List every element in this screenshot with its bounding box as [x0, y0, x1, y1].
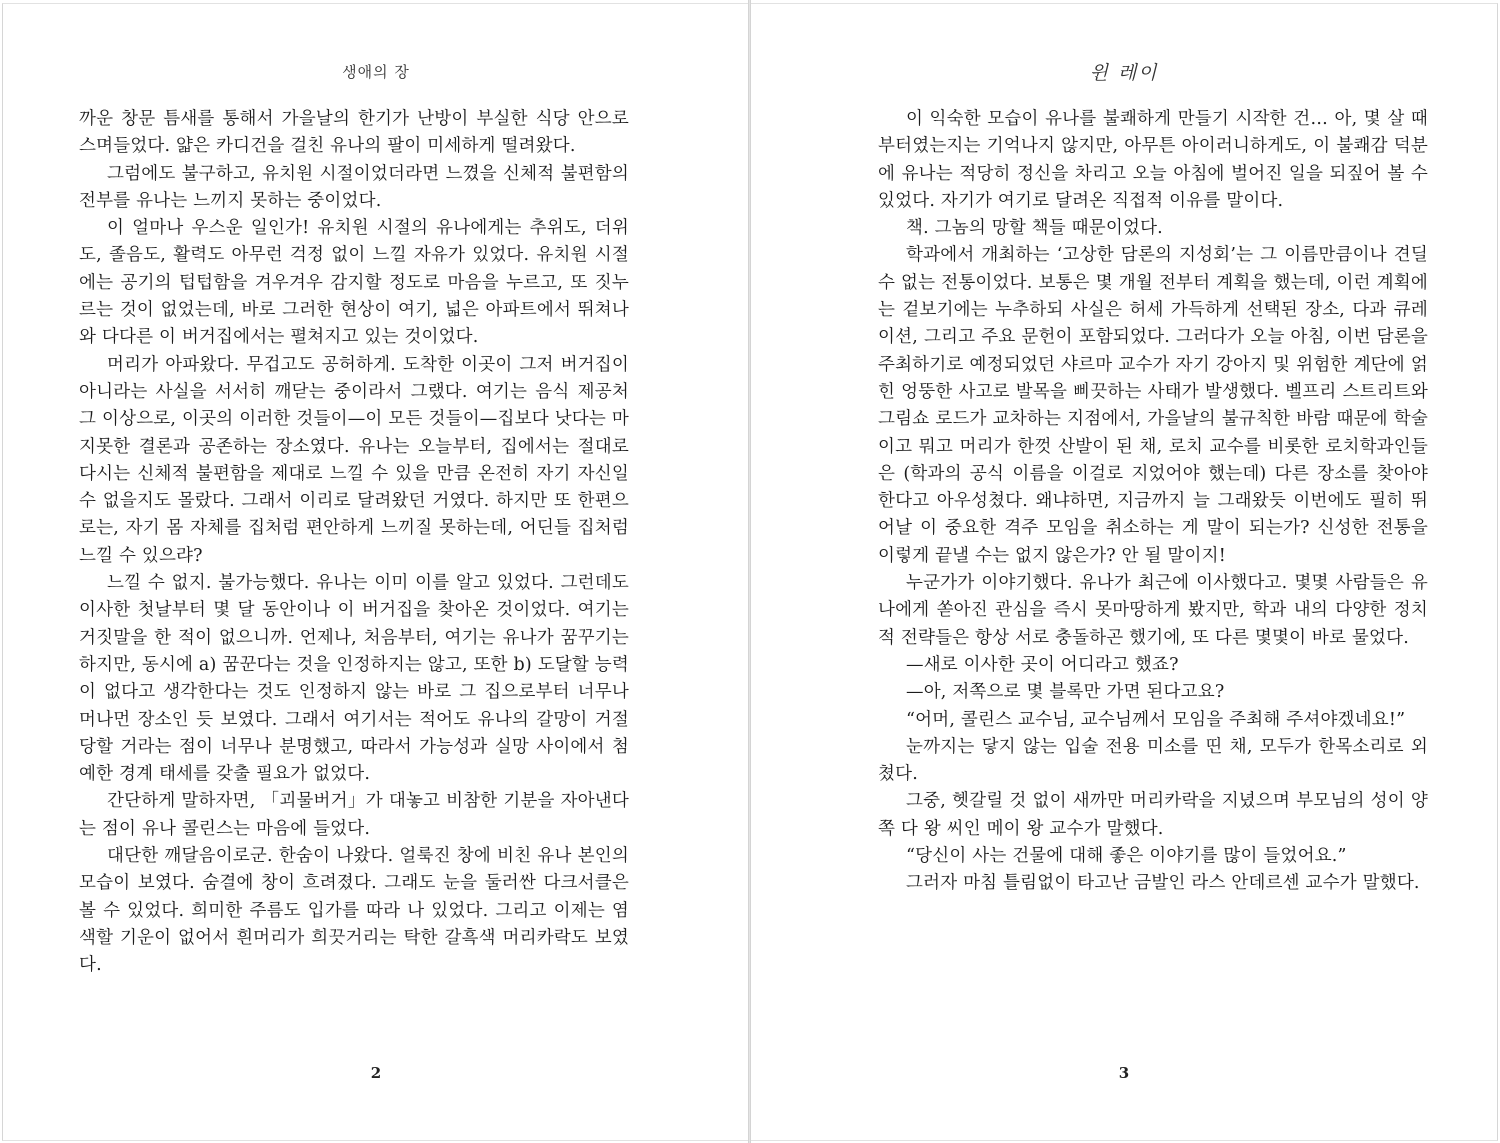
running-head-left: 생애의 장: [342, 63, 410, 81]
paragraph: 까운 창문 틈새를 통해서 가을날의 한기가 난방이 부실한 식당 안으로 스며들었다. 얇은 카디건을 걸친 유나의 팔이 미세하게 떨려왔다.: [79, 109, 629, 157]
left-page-body: [79, 106, 629, 980]
paragraph: 눈까지는 닿지 않는 입술 전용 미소를 띤 채, 모두가 한목소리로 외쳤다.: [878, 736, 1428, 785]
paragraph: 책. 그놈의 망할 책들 때문이었다.: [906, 218, 1163, 239]
paragraph: 머리가 아파왔다. 무겁고도 공허하게. 도착한 이곳이 그저 버거집이 아니라는 사실을 서서히 깨닫는 중이라서 그랬다. 여기는 음식 제공처 그 이상으로, 이곳의 이러한 것들이—이 모든 것들이—집보다 낫다는 마지못한 결론과 공존하는 장소였다. 유나는 오늘부터, 집에서는 절대로 다시는 신체적 불편함을 제대로 느낄 수 있을 만큼 온전히 자기 자신일 수 없을지도 몰랐다. 그래서 이리로 달려왔던 거였다. 하지만 또 한편으로는, 자기 몸 자체를 집처럼 편안하게 느끼질 못하는데, 어딘들 집처럼 느낄 수 있으랴?: [79, 354, 629, 566]
paragraph: 그러자 마침 틀림없이 타고난 금발인 라스 안데르센 교수가 말했다.: [906, 873, 1420, 894]
paragraph: 그럼에도 불구하고, 유치원 시절이었더라면 느꼈을 신체적 불편함의 전부를 유나는 느끼지 못하는 중이었다.: [79, 163, 629, 211]
paragraph: 이 얼마나 우스운 일인가! 유치원 시절의 유나에게는 추위도, 더위도, 졸음도, 활력도 아무런 걱정 없이 느낄 자유가 있었다. 유치원 시절에는 공기의 텁텁함을 겨우겨우 감지할 정도로 마음을 누르고, 또 짓누르는 것이 없었는데, 바로 그러한 현상이 여기, 넓은 아파트에서 뛰쳐나와 다다른 이 버거집에서는 펼쳐지고 있는 것이었다.: [79, 218, 629, 348]
paragraph: 그중, 헷갈릴 것 없이 새까만 머리카락을 지녔으며 부모님의 성이 양쪽 다 왕 씨인 메이 왕 교수가 말했다.: [878, 791, 1428, 839]
paragraph: —새로 이사한 곳이 어디라고 했죠?: [906, 654, 1179, 675]
paragraph: 느낄 수 없지. 불가능했다. 유나는 이미 이를 알고 있었다. 그런데도 이사한 첫날부터 몇 달 동안이나 이 버거집을 찾아온 것이었다. 여기는 거짓말을 한 적이 없으니까. 언제나, 처음부터, 여기는 유나가 꿈꾸기는 하지만, 동시에 a) 꿈꾼다는 것을 인정하지는 않고, 또한 b) 도달할 능력이 없다고 생각한다는 것도 인정하지 않는 바로 그 집으로부터 너무나 머나먼 장소인 듯 보였다. 그래서 여기서는 적어도 유나의 갈망이 거절당할 거라는 점이 너무나 분명했고, 따라서 가능성과 실망 사이에서 첨예한 경계 태세를 갖출 필요가 없었다.: [79, 573, 629, 785]
page-number-right: 3: [1118, 1064, 1130, 1082]
paragraph: —아, 저쪽으로 몇 블록만 가면 된다고요?: [906, 682, 1225, 703]
paragraph: 이 익숙한 모습이 유나를 불쾌하게 만들기 시작한 건… 아, 몇 살 때부터였는지는 기억나지 않지만, 아무튼 아이러니하게도, 이 불쾌감 덕분에 유나는 적당히 정신을 차리고 오늘 아침에 벌어진 일을 되짚어 볼 수 있었다. 자기가 여기로 달려온 직접적 이유를 말이다.: [878, 109, 1428, 211]
paragraph: 누군가가 이야기했다. 유나가 최근에 이사했다고. 몇몇 사람들은 유나에게 쏟아진 관심을 즉시 못마땅하게 봤지만, 학과 내의 다양한 정치적 전략들은 항상 서로 충돌하곤 했기에, 또 다른 몇몇이 바로 물었다.: [878, 573, 1428, 648]
page-number-left: 2: [370, 1064, 382, 1082]
paragraph: 대단한 깨달음이로군. 한숨이 나왔다. 얼룩진 창에 비친 유나 본인의 모습이 보였다. 숨결에 창이 흐려졌다. 그래도 눈을 둘러싼 다크서클은 볼 수 있었다. 희미한 주름도 입가를 따라 나 있었다. 그리고 이제는 염색할 기운이 없어서 흰머리가 희끗거리는 탁한 갈흑색 머리카락도 보였다.: [79, 846, 629, 976]
paragraph: 학과에서 개최하는 ‘고상한 담론의 지성회’는 그 이름만큼이나 견딜 수 없는 전통이었다. 보통은 몇 개월 전부터 계획을 했는데, 이런 계획에는 겉보기에는 누추하되 사실은 허세 가득하게 선택된 장소, 다과 큐레이션, 그리고 주요 문헌이 포함되었다. 그러다가 오늘 아침, 이번 담론을 주최하기로 예정되었던 샤르마 교수가 자기 강아지 및 위험한 계단에 얽힌 엉뚱한 사고로 발목을 삐끗하는 사태가 발생했다. 벨프리 스트리트와 그림쇼 로드가 교차하는 지점에서, 가을날의 불규칙한 바람 때문에 학술이고 뭐고 머리가 한껏 산발이 된 채, 로치 교수를 비롯한 로치학과인들은 (학과의 공식 이름을 이걸로 지었어야 했는데) 다른 장소를 찾아야 한다고 아우성쳤다. 왜냐하면, 지금까지 늘 그래왔듯 이번에도 필히 뛰어날 이 중요한 격주 모임을 취소하는 게 말이 되는가? 신성한 전통을 이렇게 끝낼 수는 없지 않은가? 안 될 말이지!: [878, 245, 1428, 566]
paragraph: “당신이 사는 건물에 대해 좋은 이야기를 많이 들었어요.”: [906, 846, 1347, 867]
paragraph: “어머, 콜린스 교수님, 교수님께서 모임을 주최해 주셔야겠네요!”: [906, 709, 1406, 730]
running-head-right: 윈 레이: [1089, 62, 1159, 84]
right-page-body: [878, 106, 1428, 898]
left-page: [2, 3, 749, 1141]
right-page: [751, 3, 1498, 1141]
paragraph: 간단하게 말하자면, 「괴물버거」가 대놓고 비참한 기분을 자아낸다는 점이 유나 콜린스는 마음에 들었다.: [79, 791, 629, 839]
